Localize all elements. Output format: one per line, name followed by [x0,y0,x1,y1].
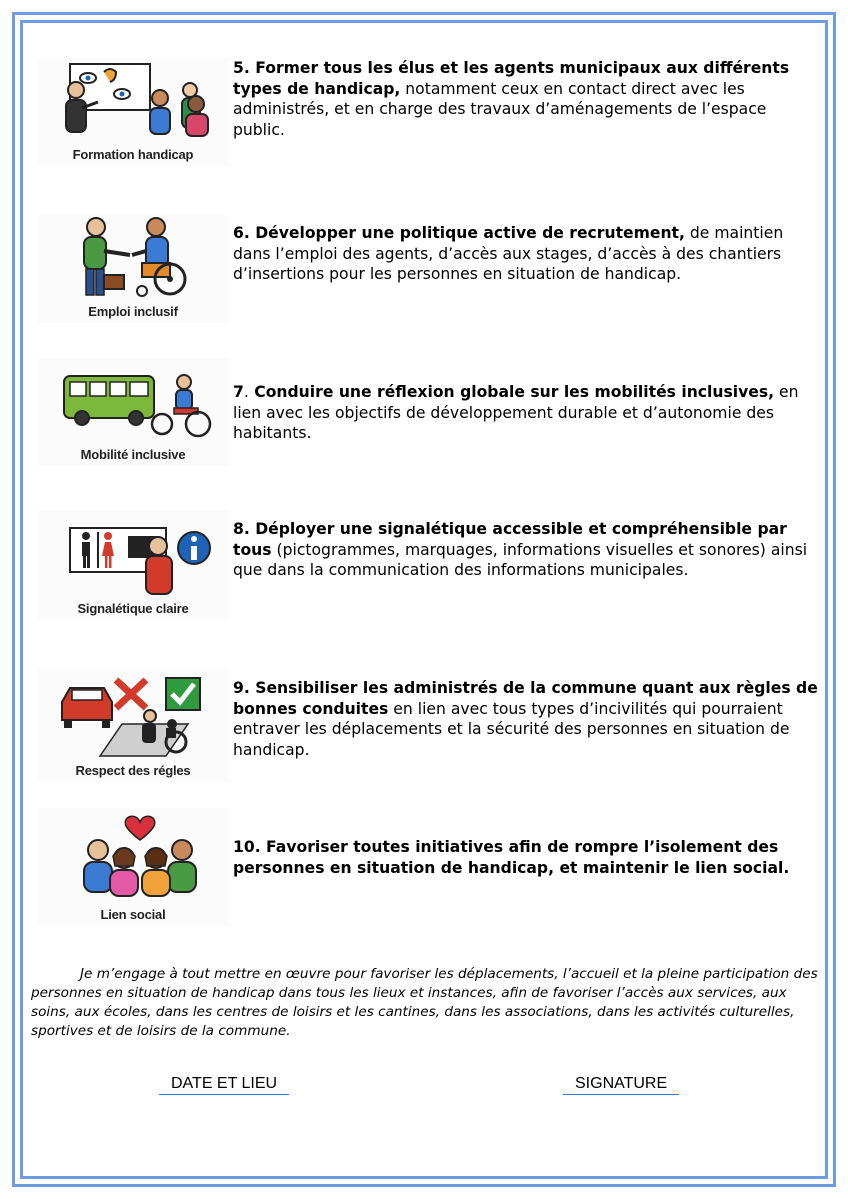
commitment-number: 10. [233,838,261,856]
pictogram-label: Respect des régles [75,763,191,778]
commitment-text [233,837,823,878]
signage-info-icon [38,510,228,598]
commitment-detail: en lien avec les objectifs de développement durable et d’autonomie des habitants. [233,383,799,442]
commitment-title: Favoriser toutes initiatives afin de rompre l’isolement des personnes en situation de handicap, et maintenir le lien social. [233,838,790,877]
commitment-title: Déployer une signalétique accessible et compréhensible par tous [233,520,787,559]
commitment-detail: (pictogrammes, marquages, informations visuelles et sonores) ainsi que dans la communication des informations municipales. [233,540,808,579]
commitment-number: 8. [233,520,250,538]
commitment-text [233,519,823,581]
commitment-title: Sensibiliser les administrés de la commune quant aux règles de bonnes conduites [233,679,818,718]
pictogram-emploi-inclusif [38,215,228,323]
signature-field[interactable]: SIGNATURE [563,1075,679,1095]
pictogram-signaletique-claire [38,510,228,620]
pledge-paragraph: Je m’engage à tout mettre en œuvre pour favoriser les déplacements, l’accueil et la pleine participation des personnes en situation de handicap dans tous les lieux et instances, afin de favoriser l’accès aux services, aux soins, aux écoles, dans les centres de loisirs et les cantines, dans les associations, dans les activités culturelles, sportives et de loisirs de la commune. [31,966,818,1039]
people-heart-icon [38,808,228,904]
car-cross-check-icon [38,668,228,760]
pictogram-label: Emploi inclusif [88,304,178,319]
commitment-text [233,678,823,760]
commitment-detail: de maintien dans l’emploi des agents, d’accès aux stages, d’accès à des chantiers d’insertions pour les personnes en situation de handicap. [233,224,784,283]
bus-handbike-icon [38,358,228,444]
pictogram-mobilite-inclusive [38,358,228,466]
commitment-detail: en lien avec tous types d’incivilités qui pourraient entraver les déplacements et la sécurité des personnes en situation de handicap. [233,699,790,759]
commitment-number: 9. [233,679,250,697]
commitment-title: Développer une politique active de recrutement, [249,224,685,242]
handshake-wheelchair-icon [38,215,228,305]
pictogram-formation-handicap [38,58,228,166]
commitment-number-dot: . [243,383,249,401]
pictogram-label: Signalétique claire [77,601,189,616]
training-icon [38,58,228,148]
commitment-title: Conduire une réflexion globale sur les mobilités inclusives, [248,383,775,401]
pictogram-label: Formation handicap [72,147,194,162]
commitment-number: 7 [233,383,244,401]
pictogram-lien-social [38,808,228,926]
commitment-detail: notamment ceux en contact direct avec les administrés, et en charge des travaux d’aménagements de l’espace public. [233,79,767,139]
pictogram-label: Lien social [100,907,166,922]
pictogram-respect-des-regles [38,668,228,782]
commitment-title: Former tous les élus et les agents municipaux aux différents types de handicap, [233,59,790,98]
commitment-number: 5. [233,59,250,77]
date-place-field[interactable]: DATE ET LIEU [159,1075,289,1095]
commitment-text [233,223,823,285]
pictogram-label: Mobilité inclusive [80,447,186,462]
commitment-number: 6. [233,224,250,242]
commitment-text [233,58,823,140]
commitment-text [233,382,823,444]
